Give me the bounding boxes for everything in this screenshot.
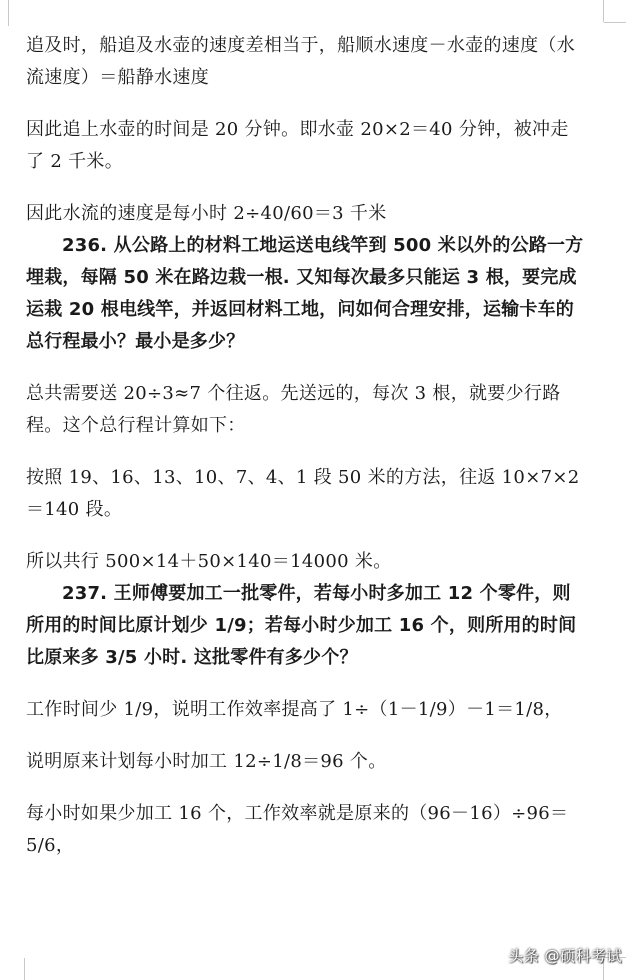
paragraph-original-rate: 说明原来计划每小时加工 12÷1/8＝96 个。 — [26, 751, 387, 772]
question-236: 236. 从公路上的材料工地运送电线竿到 500 米以外的公路一方埋栽，每隔 50 米在路边栽一根. 又知每次最多只能运 3 根，要完成运栽 20 根电线竿，并返回材料工地，问如何合理安排，运输卡车的总行程最小？最小是多少？ — [26, 235, 584, 352]
crop-mark — [8, 0, 9, 26]
paragraph-reduced-rate: 每小时如果少加工 16 个，工作效率就是原来的（96－16）÷96＝5/6， — [26, 803, 569, 856]
paragraph-chase-explanation: 追及时，船追及水壶的速度差相当于，船顺水速度－水壶的速度（水流速度）＝船静水速度 — [26, 35, 575, 88]
crop-mark — [604, 22, 626, 23]
crop-mark — [603, 0, 604, 22]
paragraph-segment-method: 按照 19、16、13、10、7、4、1 段 50 米的方法，往返 10×7×2＝140 段。 — [26, 467, 580, 520]
paragraph-current-speed: 因此水流的速度是每小时 2÷40/60＝3 千米 — [26, 203, 387, 224]
question-237: 237. 王师傅要加工一批零件，若每小时多加工 12 个零件，则所用的时间比原计划少 1/9；若每小时少加工 16 个，则所用的时间比原来多 3/5 小时. 这批零件有多少个？ — [26, 583, 577, 668]
crop-mark — [24, 958, 25, 980]
paragraph-efficiency-increase: 工作时间少 1/9，说明工作效率提高了 1÷（1－1/9）－1＝1/8， — [26, 699, 563, 720]
watermark: 头条 @硕科考试 — [508, 947, 622, 965]
paragraph-trip-count: 总共需要送 20÷3≈7 个往返。先送远的，每次 3 根，就要少行路程。这个总行程计算如下： — [26, 383, 561, 436]
paragraph-total-distance: 所以共行 500×14＋50×140＝14000 米。 — [26, 551, 392, 572]
paragraph-chase-time: 因此追上水壶的时间是 20 分钟。即水壶 20×2＝40 分钟，被冲走了 2 千米。 — [26, 119, 569, 172]
document-page — [26, 30, 586, 862]
